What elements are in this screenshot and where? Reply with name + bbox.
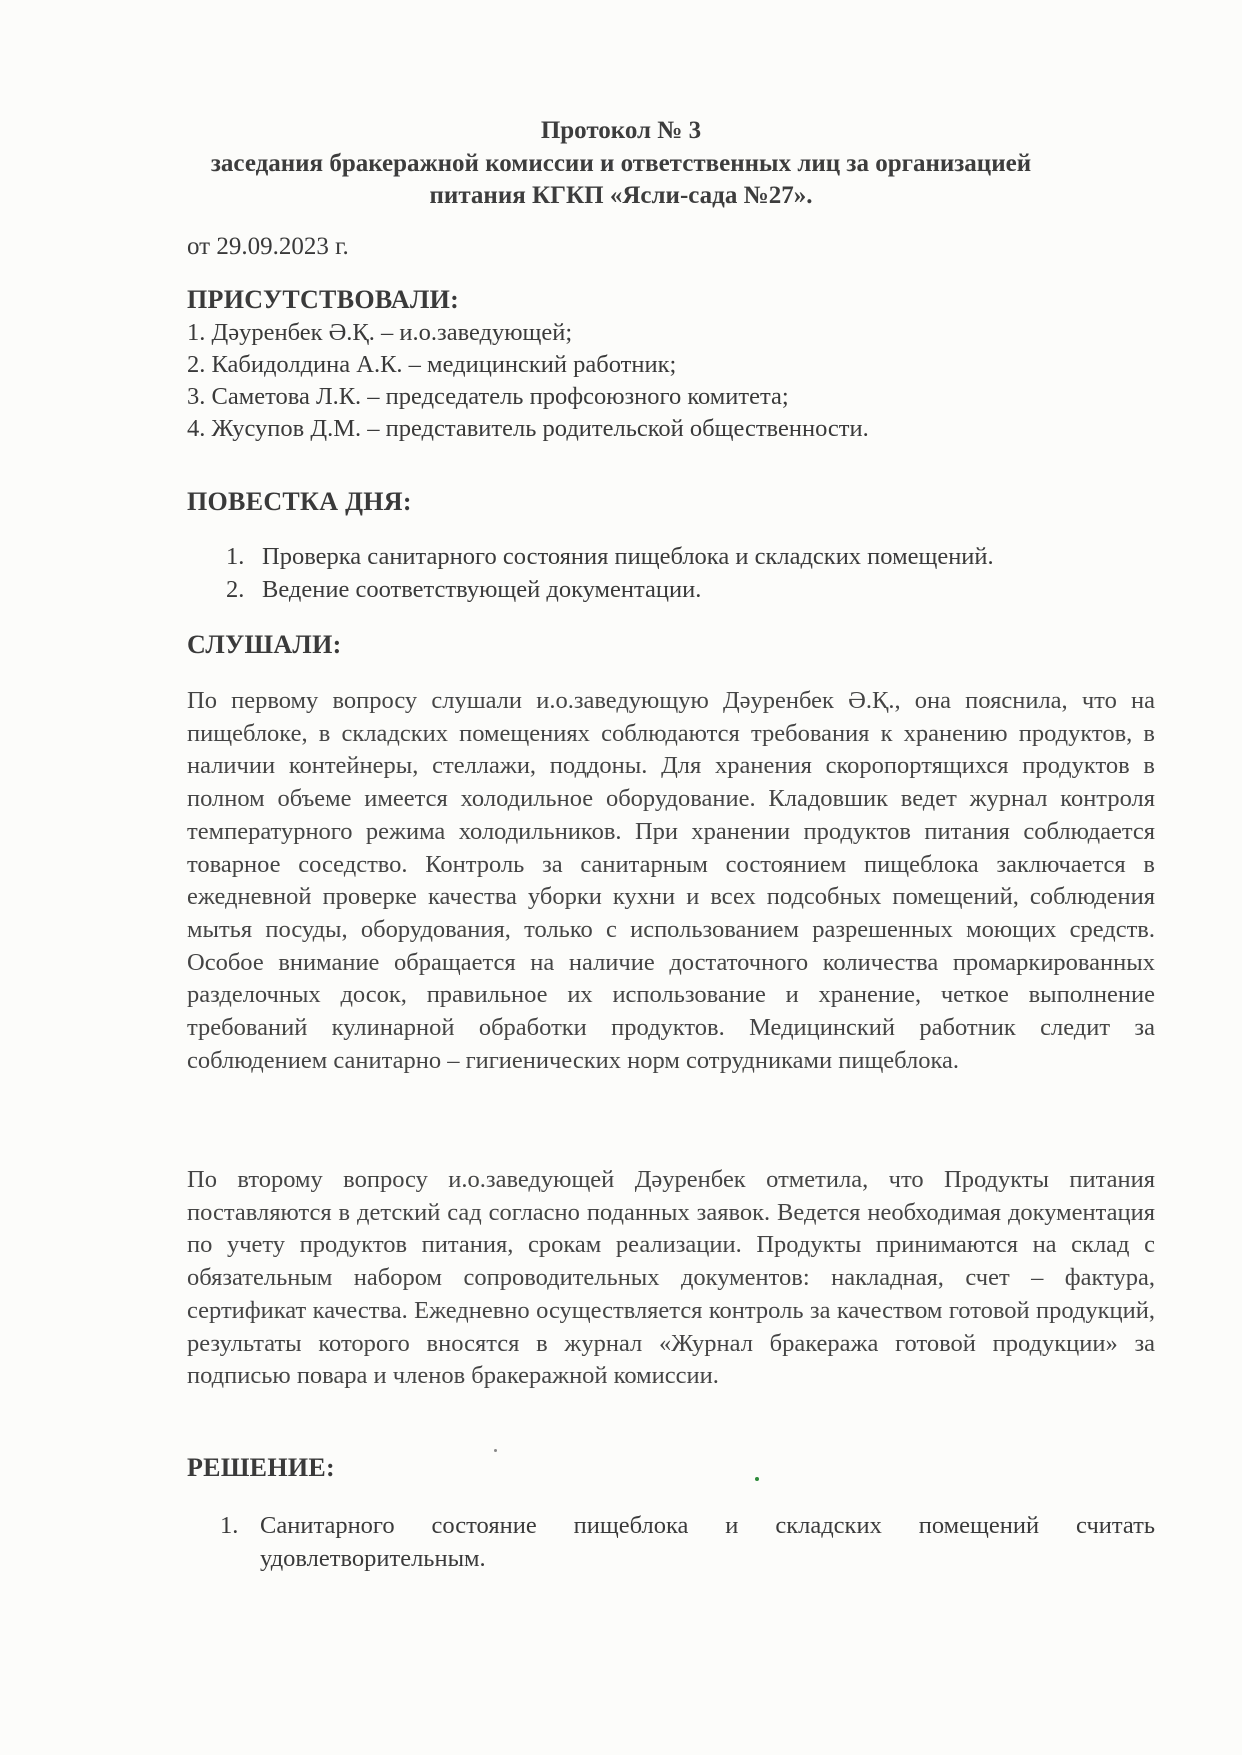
agenda-heading: ПОВЕСТКА ДНЯ:: [187, 487, 412, 516]
attendee-item: 1. Дәуренбек Ә.Қ. – и.о.заведующей;: [187, 319, 573, 346]
agenda-item-number: 2.: [226, 576, 245, 603]
agenda-item: [226, 540, 994, 573]
decision-item-text: Санитарного состояние пищеблока и складских помещений считать удовлетворительным.: [260, 1512, 1155, 1572]
attendees-heading: ПРИСУТСТВОВАЛИ:: [187, 285, 460, 314]
decision-item-number: 1.: [220, 1512, 239, 1539]
agenda-item: [226, 573, 994, 606]
agenda-item-number: 1.: [226, 543, 245, 570]
protocol-date: от 29.09.2023 г.: [187, 233, 349, 260]
decision-heading: РЕШЕНИЕ:: [187, 1453, 335, 1482]
attendee-item: 2. Кабидолдина А.К. – медицинский работник;: [187, 351, 677, 378]
protocol-title: Протокол № 3: [540, 117, 702, 144]
agenda-item-text: Проверка санитарного состояния пищеблока и складских помещений.: [262, 543, 994, 570]
decision-item: [220, 1509, 1155, 1575]
attendee-item: 4. Жусупов Д.М. – представитель родительской общественности.: [187, 415, 869, 442]
scan-speck: [494, 1449, 497, 1452]
heard-paragraph-1: По первому вопросу слушали и.о.заведующую Дәуренбек Ә.Қ., она пояснила, что на пищеблоке, в складских помещениях соблюдаются требования к хранению продуктов, в наличии контейнеры, стеллажи, поддоны. Для хранения скоропортящихся продуктов в полном объеме имеется холодильное оборудование. Кладовшик ведет журнал контроля температурного режима холодильников. При хранении продуктов питания соблюдается товарное соседство. Контроль за санитарным состоянием пищеблока заключается в ежедневной проверке качества уборки кухни и всех подсобных помещений, соблюдения мытья посуды, оборудования, только с использованием разрешенных моющих средств. Особое внимание обращается на наличие достаточного количества промаркированных разделочных досок, правильное их использование и хранение, четкое выполнение требований кулинарной обработки продуктов. Медицинский работник следит за соблюдением санитарно – гигиенических норм сотрудниками пищеблока.: [187, 687, 1155, 1074]
attendee-item: 3. Саметова Л.К. – председатель профсоюзного комитета;: [187, 383, 789, 410]
agenda-item-text: Ведение соответствующей документации.: [262, 576, 702, 603]
protocol-subtitle-line-1: заседания бракеражной комиссии и ответственных лиц за организацией: [210, 150, 1032, 177]
agenda-list: [226, 540, 994, 606]
attendees-list: [187, 317, 869, 445]
protocol-subtitle-line-2: питания КГКП «Ясли-сада №27».: [429, 182, 813, 209]
heard-heading: СЛУШАЛИ:: [187, 630, 342, 659]
heard-paragraph-2: По второму вопросу и.о.заведующей Дәуренбек отметила, что Продукты питания поставляются в детский сад согласно поданных заявок. Ведется необходимая документация по учету продуктов питания, срокам реализации. Продукты принимаются на склад с обязательным набором сопроводительных документов: накладная, счет – фактура, сертификат качества. Ежедневно осуществляется контроль за качеством готовой продукций, результаты которого вносятся в журнал «Журнал бракеража готовой продукции» за подписью повара и членов бракеражной комиссии.: [187, 1166, 1155, 1390]
green-dot-mark: [755, 1477, 759, 1481]
